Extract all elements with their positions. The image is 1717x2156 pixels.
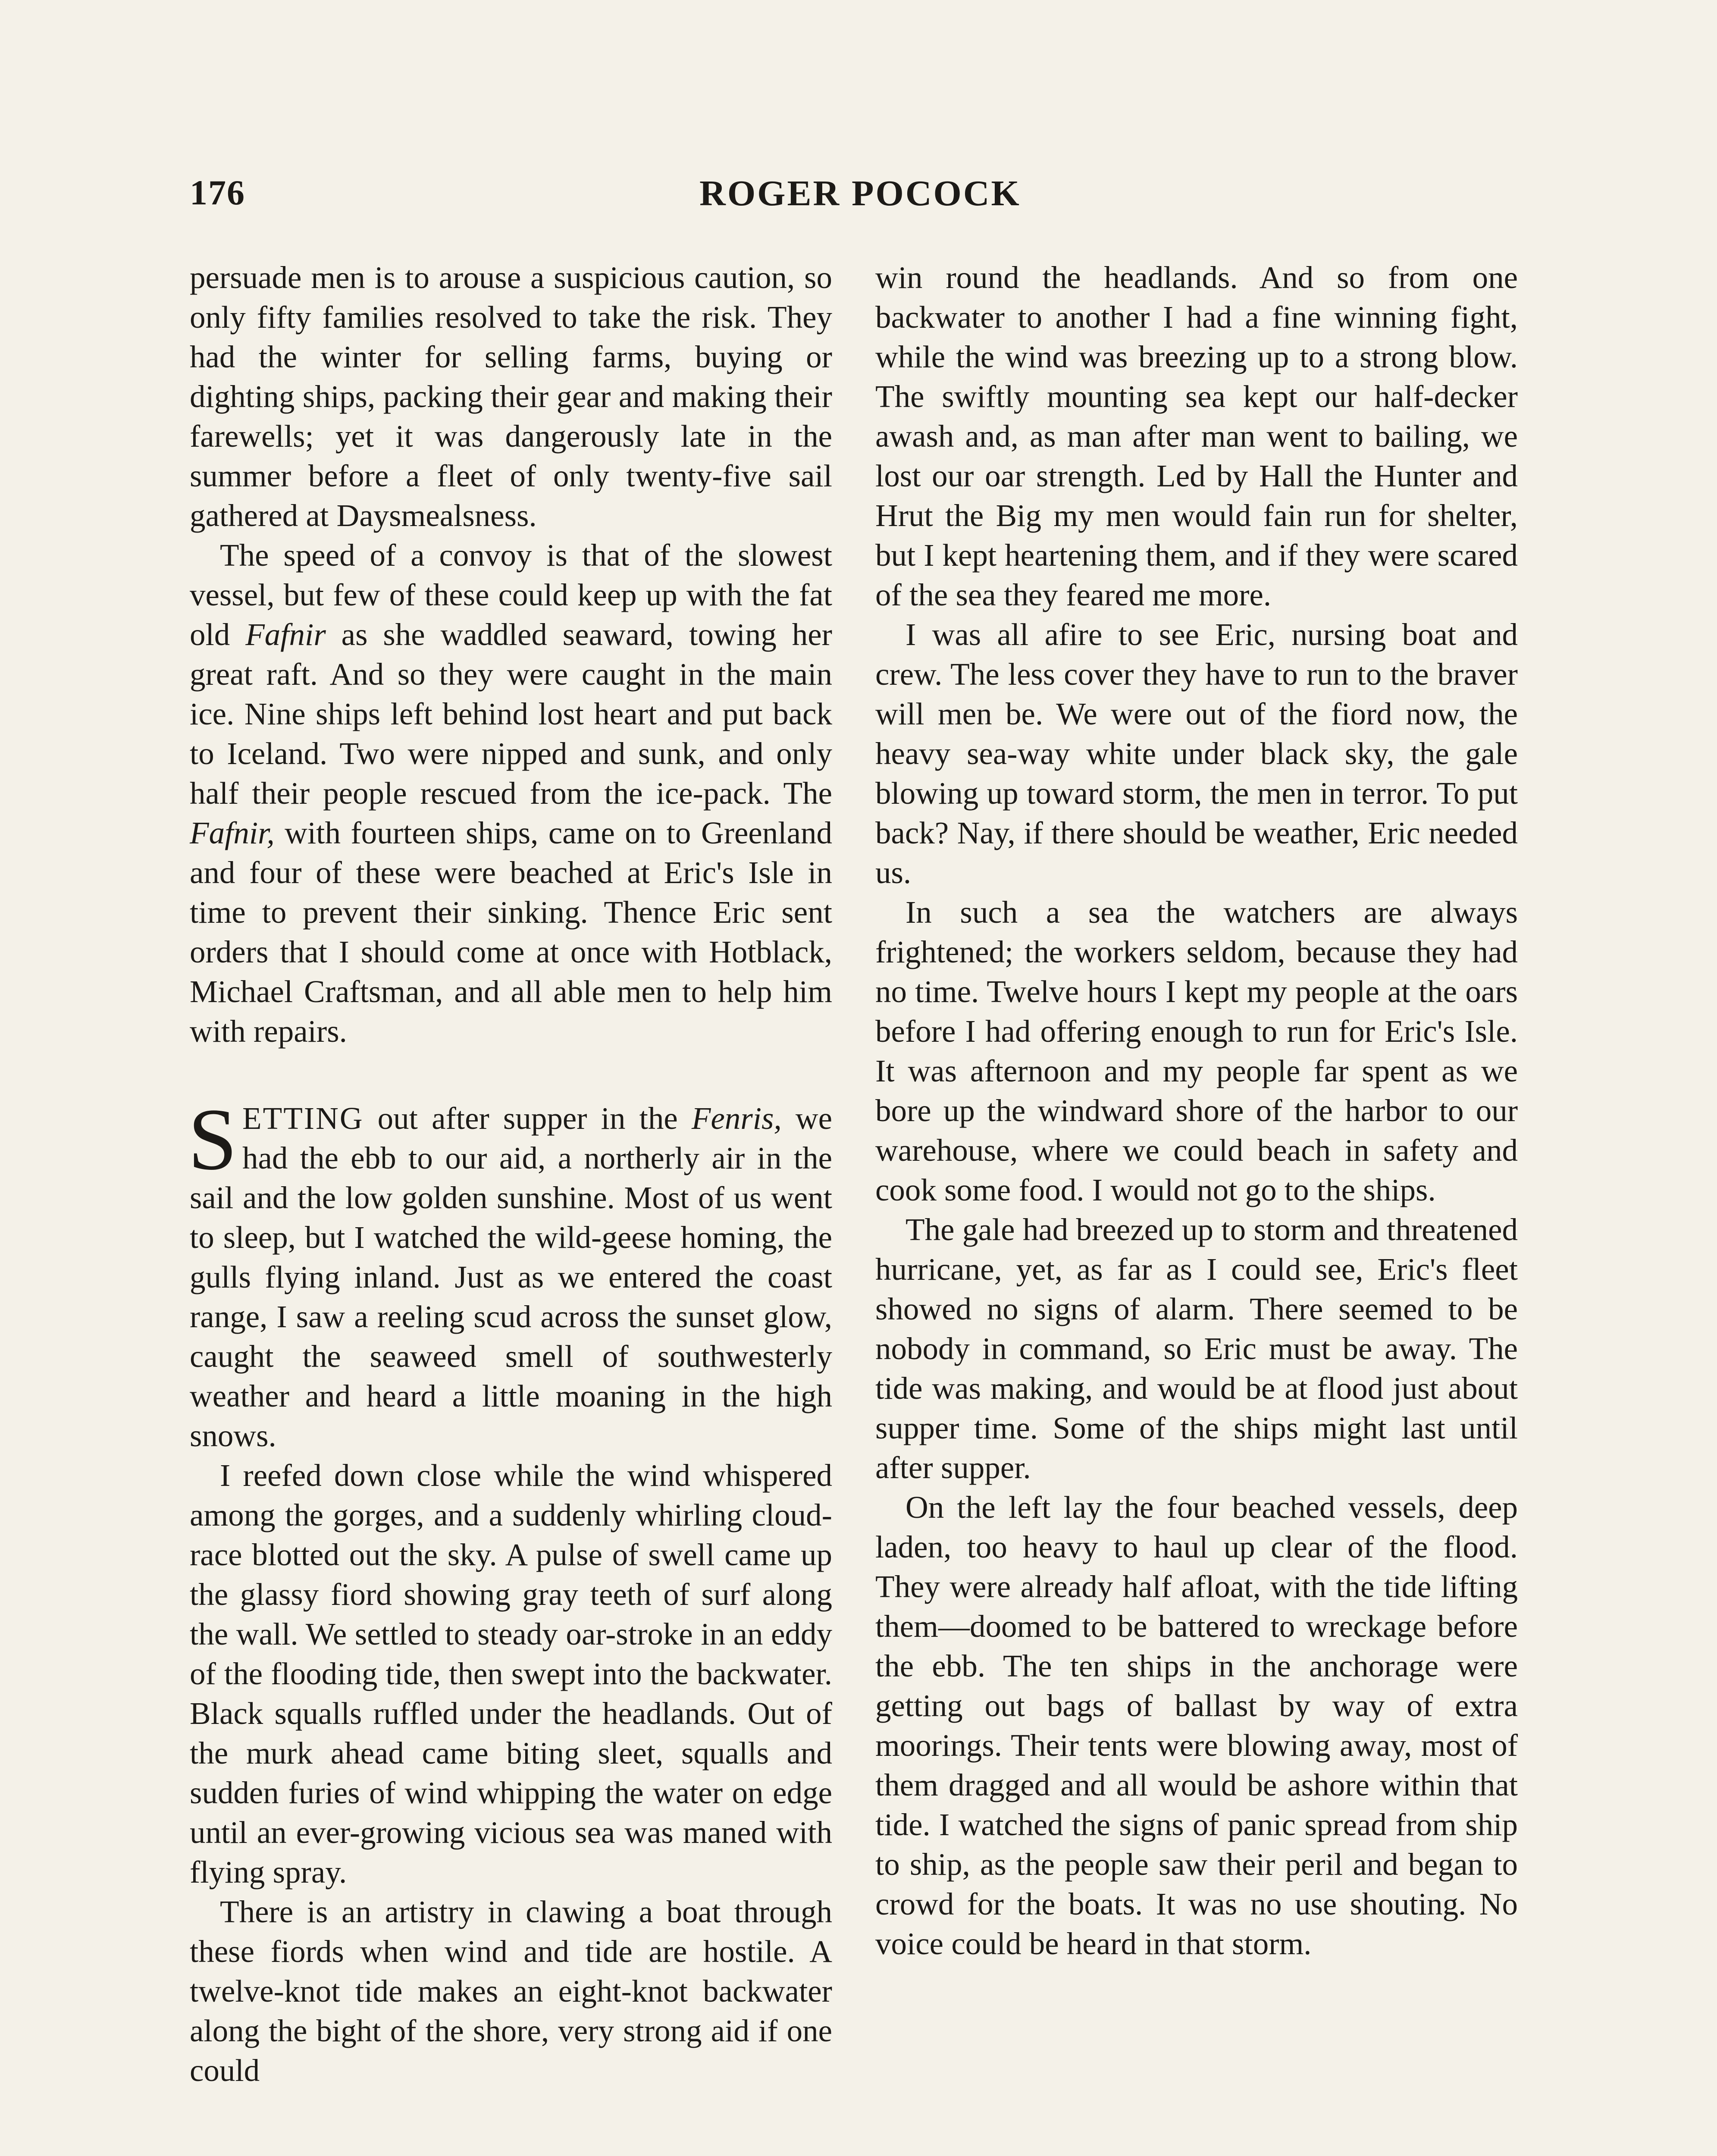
page-header [190, 172, 1531, 237]
section-opening-paragraph: SETTING out after supper in the Fenris, we had the ebb to our aid, a northerly air in the sail and the low golden sunshine. Most of us went to sleep, but I watched the wild-geese homing, the gulls flying inland. Just as we entered the coast range, I saw a reeling scud across the sunset glow, caught the seaweed smell of southwesterly weather and heard a little moaning in the high snows. [188, 1091, 832, 1453]
paragraph: win round the headlands. And so from one backwater to another I had a fine winning fight, while the wind was breezing up to a strong blow. The swiftly mounting sea kept our half-decker awash and, as man after man went to bailing, we lost our oar strength. Led by Hall the Hunter and Hrut the Big my men would fain run for shelter, but I kept heartening them, and if they were scared of the sea they feared me more. [875, 260, 1518, 612]
small-caps-lead: ETTING [242, 1101, 364, 1136]
ship-name: Fenris, [691, 1101, 782, 1136]
paragraph: I reefed down close while the wind whispered among the gorges, and a suddenly whirling cloud-race blotted out the sky. A pulse of swell came up the glassy fiord showing gray teeth of surf along the wall. We settled to steady oar-stroke in an eddy of the flooding tide, then swept into the backwater. Black squalls ruffled under the headlands. Out of the murk ahead came biting sleet, squalls and sudden furies of wind whipping the water on edge until an ever-growing vicious sea was maned with flying spray. [190, 1458, 832, 1890]
drop-cap: S [188, 1091, 238, 1188]
ship-name: Fafnir, [190, 815, 275, 850]
right-column [875, 258, 1518, 1964]
paragraph: The gale had breezed up to storm and threatened hurricane, yet, as far as I could see, Eric's fleet showed no signs of alarm. There seemed to be nobody in command, so Eric must be away. The tide was making, and would be at flood just about supper time. Some of the ships might last until after supper. [875, 1212, 1518, 1485]
running-head: ROGER POCOCK [699, 173, 1021, 213]
paragraph: There is an artistry in clawing a boat through these fiords when wind and tide are hostile. A twelve-knot tide makes an eight-knot backwater along the bight of the shore, very strong aid if one could [190, 1894, 832, 2088]
left-column [190, 258, 832, 2090]
paragraph: On the left lay the four beached vessels, deep laden, too heavy to haul up clear of the flood. They were already half afloat, with the tide lifting them—doomed to be battered to wreckage before the ebb. The ten ships in the anchorage were getting out bags of ballast by way of extra moorings. Their tents were blowing away, most of them dragged and all would be ashore within that tide. I watched the signs of panic spread from ship to ship, as the people saw their peril and began to crowd for the boats. It was no use shouting. No voice could be heard in that storm. [875, 1490, 1518, 1961]
paragraph: In such a sea the watchers are always frightened; the workers seldom, because they had no time. Twelve hours I kept my people at the oars before I had offering enough to run for Eric's Isle. It was afternoon and my people far spent as we bore up the windward shore of the harbor to our warehouse, where we could beach in safety and cook some food. I would not go to the ships. [875, 895, 1518, 1207]
paragraph: I was all afire to see Eric, nursing boat and crew. The less cover they have to run to the braver will men be. We were out of the fiord now, the heavy sea-way white under black sky, the gale blowing up toward storm, the men in terror. To put back? Nay, if there should be weather, Eric needed us. [875, 617, 1518, 890]
page-number: 176 [190, 173, 245, 212]
paragraph: The speed of a convoy is that of the slowest vessel, but few of these could keep up with the fat old Fafnir as she waddled seaward, towing her great raft. And so they were caught in the main ice. Nine ships left behind lost heart and put back to Iceland. Two were nipped and sunk, and only half their people rescued from the ice-pack. The Fafnir, with fourteen ships, came on to Greenland and four of these were beached at Eric's Isle in time to prevent their sinking. Thence Eric sent orders that I should come at once with Hotblack, Michael Craftsman, and all able men to help him with repairs. [190, 538, 832, 1049]
paragraph: persuade men is to arouse a suspicious caution, so only fifty families resolved to take the risk. They had the winter for selling farms, buying or dighting ships, packing their gear and making their farewells; yet it was dangerously late in the summer before a fleet of only twenty-five sail gathered at Daysmealsness. [190, 260, 832, 533]
ship-name: Fafnir [245, 617, 326, 652]
